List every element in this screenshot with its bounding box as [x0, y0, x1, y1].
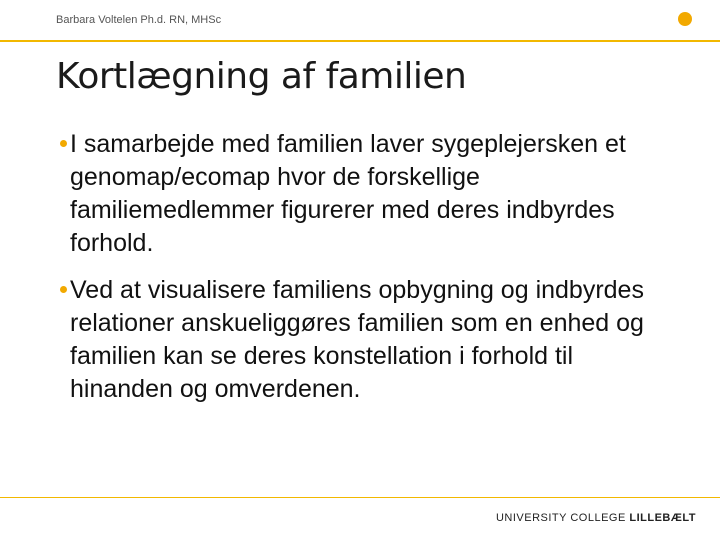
- slide-title: Kortlægning af familien: [56, 56, 467, 97]
- university-logo: [496, 512, 696, 524]
- bullet-list: [60, 128, 680, 420]
- bullet-item: [60, 274, 680, 406]
- logo-text-left: UNIVERSITY COLLEGE: [495, 512, 626, 524]
- footer-divider: [0, 497, 720, 498]
- author-line: Barbara Voltelen Ph.d. RN, MHSc: [56, 14, 222, 26]
- header-divider: [0, 40, 720, 42]
- bullet-item: [60, 128, 680, 260]
- logo-text-right: LILLEBÆLT: [629, 512, 696, 524]
- accent-dot-icon: [678, 12, 692, 26]
- bullet-icon: [60, 286, 67, 293]
- bullet-icon: [60, 140, 67, 147]
- bullet-text: I samarbejde med familien laver sygeplejersken et genomap/ecomap hvor de forskellige familiemedlemmer figurerer med deres indbyrdes forhold.: [70, 130, 626, 257]
- bullet-text: Ved at visualisere familiens opbygning og indbyrdes relationer anskueliggøres familien som en enhed og familien kan se deres konstellation i forhold til hinanden og omverdenen.: [70, 276, 644, 403]
